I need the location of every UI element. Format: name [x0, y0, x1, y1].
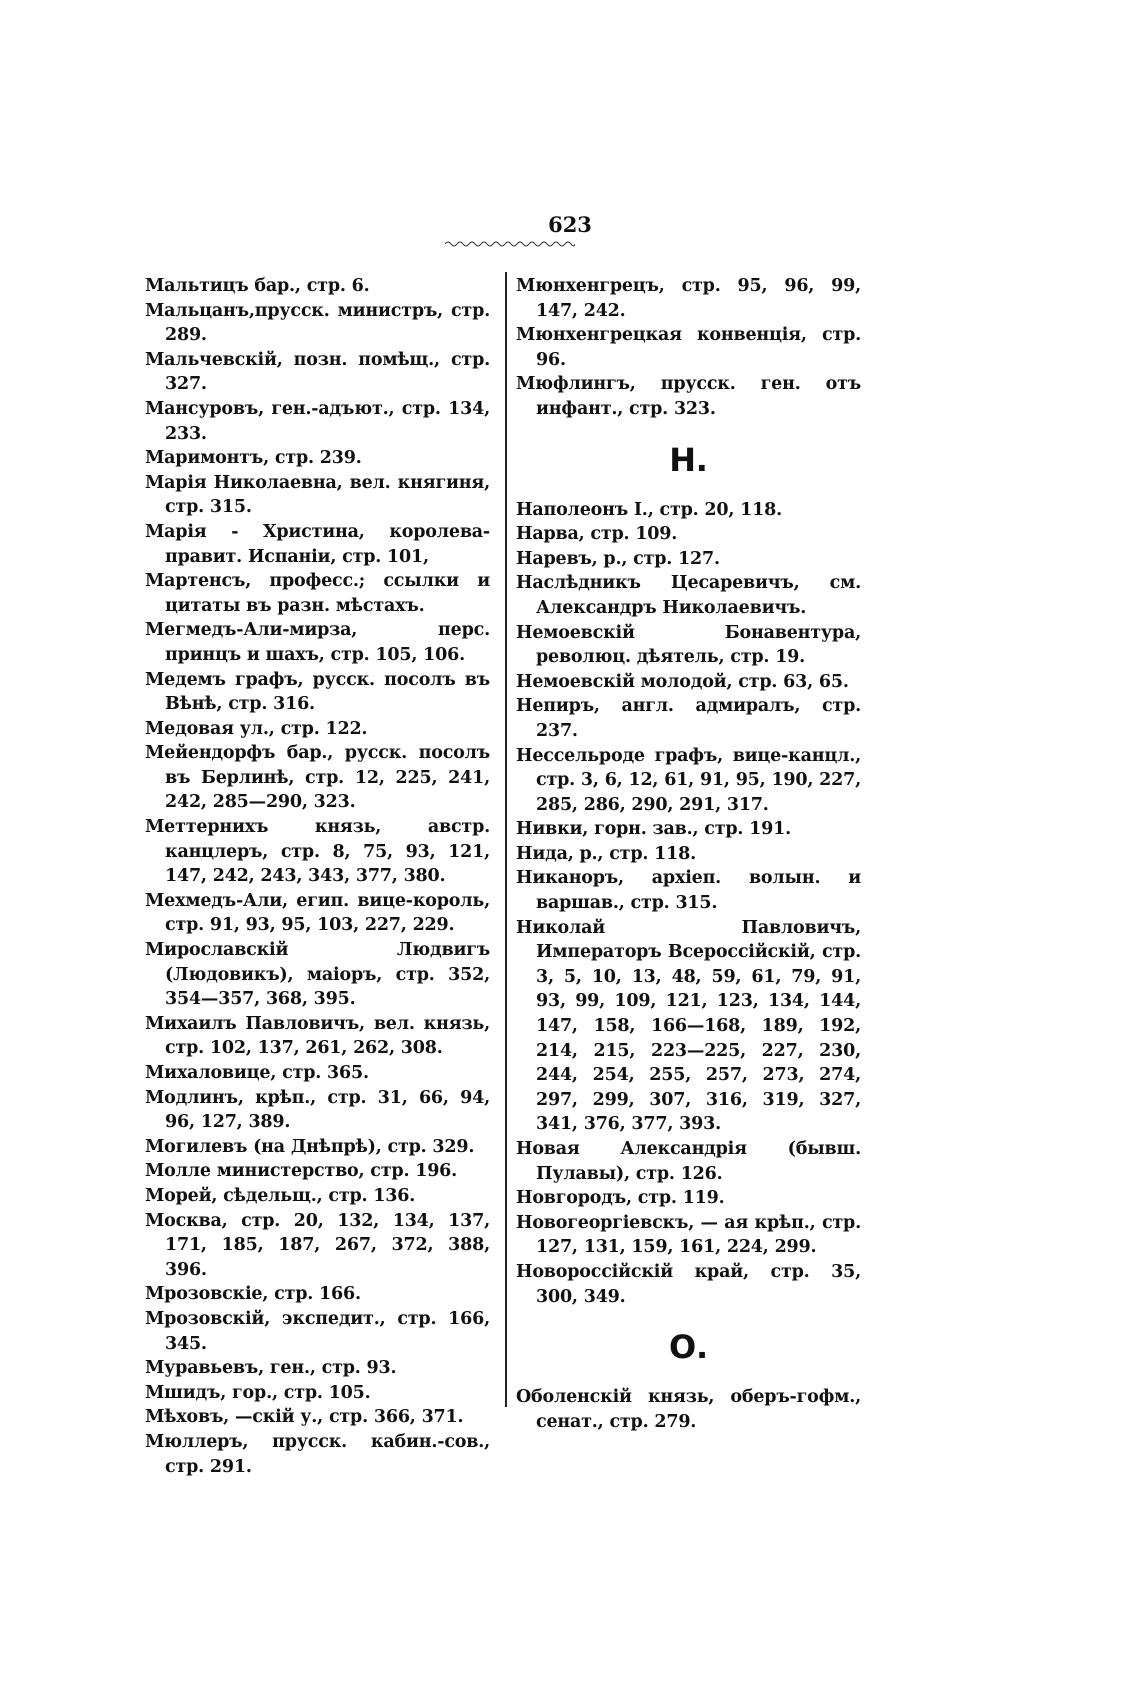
- index-entry: Нивки, горн. зав., стр. 191.: [516, 819, 791, 840]
- index-entry: Мейендорфъ бар., русск. посолъ въ Берлинѣ, стр. 12, 225, 241, 242, 285—290, 323.: [145, 743, 490, 813]
- index-entry: Новогеоргіевскъ, — ая крѣп., стр. 127, 131, 159, 161, 224, 299.: [516, 1212, 861, 1258]
- index-entry: Маримонтъ, стр. 239.: [145, 448, 362, 469]
- left-column: [145, 274, 490, 1479]
- index-entry: Михаилъ Павловичъ, вел. князь, стр. 102, 137, 261, 262, 308.: [145, 1013, 490, 1059]
- index-entry: Мартенсъ, професс.; ссылки и цитаты въ разн. мѣстахъ.: [145, 571, 490, 616]
- index-entry: Немоевскій молодой, стр. 63, 65.: [516, 671, 849, 692]
- index-entry: Марія Николаевна, вел. княгиня, стр. 315.: [145, 472, 490, 518]
- index-entry: Мрозовскіе, стр. 166.: [145, 1284, 361, 1305]
- index-entry: Михаловице, стр. 365.: [145, 1063, 369, 1083]
- index-entry: Мюллеръ, прусск. кабин.-сов., стр. 291.: [145, 1431, 490, 1477]
- index-entry: Мегмедъ-Али-мирза, перс. принцъ и шахъ, стр. 105, 106.: [145, 620, 490, 665]
- index-entry: Мальтицъ бар., стр. 6.: [145, 276, 370, 296]
- index-entry: Нарва, стр. 109.: [516, 524, 678, 545]
- page-number-flourish: [445, 240, 575, 248]
- index-entry: Нессельроде графъ, вице-канцл., стр. 3, 6, 12, 61, 91, 95, 190, 227, 285, 286, 290, 291, 317.: [516, 745, 861, 815]
- index-entry: Марія - Христина, королева-правит. Испаніи, стр. 101,: [145, 521, 490, 567]
- index-entry: Новгородъ, стр. 119.: [516, 1188, 725, 1209]
- index-entry: Москва, стр. 20, 132, 134, 137, 171, 185, 187, 267, 372, 388, 396.: [145, 1210, 490, 1280]
- index-entry: Непиръ, англ. адмиралъ, стр. 237.: [516, 696, 861, 741]
- section-heading-n: Н.: [669, 440, 708, 479]
- index-entry: Мансуровъ, ген.-адъют., стр. 134, 233.: [145, 398, 490, 444]
- page-number: 623: [548, 212, 592, 237]
- index-entry: Медовая ул., стр. 122.: [145, 718, 368, 739]
- index-entry: Меттернихъ князь, австр. канцлеръ, стр. 8, 75, 93, 121, 147, 242, 243, 343, 377, 380.: [145, 817, 490, 887]
- index-entry: Наслѣдникъ Цесаревичъ, см. Александръ Николаевичъ.: [516, 573, 861, 618]
- index-entry: Оболенскій князь, оберъ-гофм., сенат., стр. 279.: [516, 1387, 861, 1432]
- index-entry: Мирославскій Людвигъ (Людовикъ), маіоръ, стр. 352, 354—357, 368, 395.: [145, 940, 490, 1010]
- index-entry: Наревъ, р., стр. 127.: [516, 548, 720, 569]
- index-entry: Медемъ графъ, русск. посолъ въ Вѣнѣ, стр. 316.: [145, 669, 490, 715]
- index-entry: Мѣховъ, —скій у., стр. 366, 371.: [145, 1407, 464, 1428]
- column-divider: [505, 272, 507, 1407]
- index-entry: Мюфлингъ, прусск. ген. отъ инфант., стр. 323.: [516, 374, 861, 419]
- index-entry: Наполеонъ I., стр. 20, 118.: [516, 499, 782, 520]
- index-entry: Новороссійскій край, стр. 35, 300, 349.: [516, 1261, 861, 1307]
- index-entry: Мюнхенгрецкая конвенція, стр. 96.: [516, 325, 861, 370]
- index-entry: Мальчевскій, позн. помѣщ., стр. 327.: [145, 349, 490, 395]
- index-entry: Никаноръ, архіеп. волын. и варшав., стр. 315.: [516, 868, 861, 914]
- index-entry: Новая Александрія (бывш. Пулавы), стр. 126.: [516, 1139, 861, 1184]
- index-entry: Модлинъ, крѣп., стр. 31, 66, 94, 96, 127, 389.: [145, 1087, 490, 1133]
- index-entry: Мшидъ, гор., стр. 105.: [145, 1382, 371, 1403]
- index-entry: Нида, р., стр. 118.: [516, 843, 696, 864]
- index-entry: Мехмедъ-Али, егип. вице-король, стр. 91, 93, 95, 103, 227, 229.: [145, 890, 490, 936]
- index-entry: Молле министерство, стр. 196.: [145, 1161, 458, 1182]
- index-entry: Мальцанъ,прусск. министръ, стр. 289.: [145, 300, 490, 346]
- right-column: [516, 274, 861, 1434]
- index-entry: Николай Павловичъ, Императоръ Всероссійскій, стр. 3, 5, 10, 13, 48, 59, 61, 79, 91, 93, 99, 109, 121, 123, 134, 144, 147, 158, 166—168, 189, 192, 214, 215, 223—225, 227, 230, 244, 254, 255, 257, 273, 274, 297, 299, 307, 316, 319, 327, 341, 376, 377, 393.: [516, 917, 861, 1135]
- index-entry: Немоевскій Бонавентура, революц. дѣятель, стр. 19.: [516, 622, 861, 668]
- index-entry: Мюнхенгрецъ, стр. 95, 96, 99, 147, 242.: [516, 276, 861, 321]
- index-entry: Могилевъ (на Днѣпрѣ), стр. 329.: [145, 1136, 475, 1157]
- section-heading-o: О.: [669, 1328, 708, 1367]
- index-entry: Мрозовскій, экспедит., стр. 166, 345.: [145, 1308, 490, 1354]
- index-entry: Морей, сѣдельщ., стр. 136.: [145, 1185, 416, 1206]
- index-entry: Муравьевъ, ген., стр. 93.: [145, 1358, 397, 1379]
